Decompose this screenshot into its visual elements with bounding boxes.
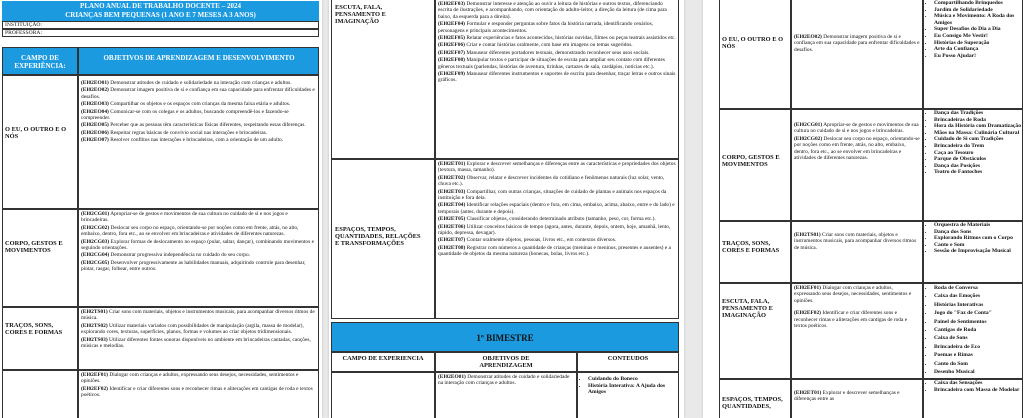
field-cell — [2, 75, 78, 209]
contents-cell — [923, 283, 1023, 379]
field-cell — [2, 370, 78, 418]
objectives-cell — [435, 0, 679, 159]
objectives-cell — [791, 109, 923, 221]
objectives-cell — [435, 372, 577, 418]
field-cell — [719, 0, 791, 109]
field-column-header — [331, 352, 435, 372]
objective-item: (EI02ET08) Registrar com números a quantidade de crianças (meninas e meninos, presentes e ausentes) e a quantidade de objetos da mesma natureza (bonecas, bolas, livros etc.). — [438, 244, 671, 258]
objective-item: (EI02ET01) Explorar e descrever semelhanças e diferenças entre as — [794, 390, 900, 403]
field-cell — [719, 109, 791, 221]
objective-item: (EI02EO04) Comunicar-se com os colegas e os adultos, buscando compreendê-los e fazendo-se compreender. — [81, 108, 289, 122]
content-item: • Caixa de Sons — [934, 334, 1022, 342]
content-item: • Histórias Interativas — [934, 301, 1022, 309]
objective-item: (EI02EF07) Manusear diferentes portadores textuais, demonstrando reconhecer seus usos sociais. — [438, 49, 650, 56]
content-item: • Compartilhando Brinquedos — [934, 0, 1022, 7]
field-column-header-text: CAMPO DE EXPERIENCIA — [342, 355, 424, 362]
plan-subtitle: CRIANÇAS BEM PEQUENAS (1 ANO E 7 MESES A 3 ANOS) — [65, 11, 256, 19]
objectives-cell — [791, 283, 923, 379]
content-item: • Orquestra de Materiais — [934, 222, 1022, 229]
objective-item: (EI02EO01) Demonstrar atitudes de cuidado e solidariedade na interação com crianças e adultos. — [81, 80, 292, 86]
field-name: ESPAÇOS, TEMPOS, QUANTIDADES, — [722, 396, 783, 411]
content-item: • Explorando Ritmos com o Corpo — [934, 235, 1022, 242]
objectives-cell — [791, 0, 923, 109]
plan-title: PLANO ANUAL DE TRABALHO DOCENTE – 2024 — [80, 2, 241, 10]
content-item: • Painel de Sentimentos — [934, 318, 1022, 326]
content-item: • Roda de Conversa — [934, 284, 1022, 292]
objective-item: (EI02CG03) Explorar formas de deslocamento no espaço (pular, saltar, dançar), combinando movimentos e seguindo orientações. — [81, 238, 314, 252]
document-page-1 — [0, 0, 322, 418]
content-item: • Dança dos Sons — [934, 229, 1022, 236]
objective-item: (EI02EO07) Resolver conflitos nas interações e brincadeiras, com a orientação de um adulto. — [81, 137, 284, 144]
content-item: • Mãos na Massa: Culinária Cultural — [934, 130, 1022, 137]
field-cell — [2, 209, 78, 307]
objectives-column-header-text: OBJETIVOS DE APRENDIZAGEM — [479, 355, 533, 370]
content-item: • Poemas e Rimas — [934, 351, 1022, 359]
objective-item: (EI02ET07) Contar oralmente objetos, pessoas, livros etc., em contextos diversos. — [438, 237, 617, 244]
field-name: CORPO, GESTOS E MOVIMENTOS — [5, 240, 63, 255]
content-item: • Hora da História com Dramatização — [934, 123, 1022, 130]
objectives-column-header-text: OBJETIVOS DE APRENDIZAGEM E DESENVOLVIMENTO — [103, 54, 295, 62]
content-item: • Eu Posso Ajudar! — [934, 53, 1022, 60]
content-item: • Dança das Posições — [934, 163, 1022, 170]
content-item: • Canto e Som — [934, 242, 1022, 249]
content-item: • Cuidado de Si com Tradições — [934, 136, 1022, 143]
objective-item: (EI02TS01) Criar sons com materiais, objetos e instrumentos musicais, para acompanhar diversos ritmos de música. — [81, 309, 315, 322]
objective-item: (EI02EF09) Manusear diferentes instrumentos e suportes de escrita para desenhar, traçar letras e outros sinais gráficos. — [438, 71, 676, 84]
objectives-column-header — [435, 352, 577, 372]
contents-cell — [923, 221, 1023, 283]
field-column-header-text: CAMPO DE EXPERIÊNCIA: — [14, 54, 66, 70]
contents-cell — [923, 0, 1023, 109]
objective-item: (EI02ET03) Compartilhar, com outras crianças, situações de cuidado de plantas e animais nos espaços da instituição e fora dela. — [438, 188, 667, 202]
field-name: ESCUTA, FALA, PENSAMENTO E IMAGINAÇÃO — [335, 4, 386, 26]
content-item: • Brincadeira de Eco — [934, 343, 1022, 351]
objective-item: (EI02ET05) Classificar objetos, considerando determinado atributo (tamanho, peso, cor, forma etc.). — [438, 216, 656, 223]
content-item: • Cantigas de Roda — [934, 326, 1022, 334]
objective-item: (EI02ET01) Explorar e descrever semelhanças e diferenças entre as características e propriedades dos objetos (textura, massa, tamanho). — [438, 161, 676, 174]
plan-title-banner — [2, 1, 319, 21]
content-item: • Música e Movimento: A Roda dos Amigos — [934, 13, 1022, 26]
content-item: • Teatro de Fantoches — [934, 169, 1022, 176]
institution-row — [2, 21, 319, 29]
field-cell — [719, 379, 791, 418]
objective-item: (EI02TS02) Utilizar materiais variados com possibilidades de manipulação (argila, massa de modelar), explorando cores, texturas, superfícies, planos, formas e volumes ao criar objetos tridimensionais. — [81, 322, 304, 336]
objective-item: (EI02CG02) Deslocar seu corpo no espaço, orientando-se por noções como em frente, atrás, no alto, embaixo, dentro, fora etc., ao se envolver em brincadeiras e atividades de diferentes naturezas. — [81, 224, 299, 238]
teacher-row — [2, 29, 319, 37]
field-name: TRAÇOS, SONS, CORES E FORMAS — [5, 322, 63, 337]
objective-item: (EI02EO01) Demonstrar atitudes de cuidado e solidariedade na interação com crianças e adultos. — [438, 374, 570, 387]
objective-item: (EI02EO06) Respeitar regras básicas de convívio social nas interações e brincadeiras. — [81, 129, 268, 136]
field-name: TRAÇOS, SONS, CORES E FORMAS — [722, 240, 780, 255]
objective-item: (EI02EF02) Identificar e criar diferentes sons e reconhecer rimas e aliterações em cantigas de roda e textos poéticos. — [794, 310, 908, 330]
field-cell — [719, 221, 791, 283]
objectives-cell — [78, 209, 319, 307]
content-item: • Desenho Musical — [934, 368, 1022, 376]
objective-item: (EI02EO03) Compartilhar os objetos e os espaços com crianças da mesma faixa etária e adultos. — [81, 101, 291, 108]
field-cell — [331, 159, 435, 319]
objective-item: (EI02CG01) Apropriar-se de gestos e movimentos de sua cultura no cuidado de si e nos jogos e brincadeiras. — [794, 122, 919, 135]
content-item: • Caixa das Sensações — [934, 380, 1022, 387]
content-item: • Parque de Obstáculos — [934, 156, 1022, 163]
bimester-title: 1º BIMESTRE — [476, 333, 534, 343]
objective-item: (EI02ET02) Observar, relatar e descrever incidentes do cotidiano e fenômenos naturais (luz solar, vento, chuva etc.). — [438, 174, 665, 188]
contents-cell — [923, 109, 1023, 221]
content-item: • Arte da Confiança — [934, 46, 1022, 53]
objectives-column-header — [78, 47, 319, 75]
objective-item: (EI02EO02) Demonstrar imagem positiva de si e confiança em sua capacidade para enfrentar dificuldades e desafios. — [81, 87, 315, 100]
objective-item: (EI02EO05) Perceber que as pessoas têm características físicas diferentes, respeitando essas diferenças. — [81, 122, 306, 129]
objective-item: (EI02EF05) Relatar experiências e fatos acontecidos, histórias ouvidas, filmes ou peças teatrais assistidos etc. — [438, 35, 676, 42]
contents-list — [924, 284, 1022, 376]
content-item: • Brincadeiras de Roda — [934, 117, 1022, 124]
objectives-cell — [435, 159, 679, 319]
objective-item: (EI02TS03) Utilizar diferentes fontes sonoras disponíveis no ambiente em brincadeiras cantadas, canções, músicas e melodias. — [81, 336, 311, 350]
content-item: • Dança das Tradições — [934, 110, 1022, 117]
content-item: • História Interativa: A Ajuda dos Amigos — [588, 383, 678, 396]
field-cell — [2, 307, 78, 370]
field-name: ESPAÇOS, TEMPOS, QUANTIDADES, RELAÇÕES E TRANSFORMAÇÕES — [335, 226, 421, 248]
field-cell — [331, 0, 435, 159]
document-page-2 — [329, 0, 684, 418]
teacher-label: PROFESSORA: — [5, 30, 42, 36]
content-item: • Sessão de Improvisação Musical — [934, 248, 1022, 255]
objective-item: (EI02EF06) Criar e contar histórias oralmente, com base em imagens ou temas sugeridos. — [438, 42, 633, 49]
content-item: • Brincadeira com Massa de Modelar — [934, 387, 1022, 394]
document-page-3 — [703, 0, 1024, 418]
objective-item: (EI02EO02) Demonstrar imagem positiva de si e confiança em sua capacidade para enfrentar dificuldades e desafios. — [794, 34, 920, 53]
content-item: • Eu Consigo Me Vestir! — [934, 33, 1022, 40]
contents-column-header — [577, 352, 679, 372]
content-item: • Jardim de Solidariedade — [934, 7, 1022, 14]
field-name: CORPO, GESTOS E MOVIMENTOS — [722, 154, 780, 169]
contents-cell — [577, 372, 679, 418]
content-item: • Caça ao Tesouro — [934, 150, 1022, 157]
objectives-cell — [791, 221, 923, 283]
content-item: • Brincadeira do Trem — [934, 143, 1022, 150]
contents-list — [924, 0, 1022, 59]
bimester-banner — [331, 322, 679, 352]
objective-item: (EI02EF03) Demonstrar interesse e atenção ao ouvir a leitura de histórias e outros textos, diferenciando escrita de ilustrações, e acompanhando, com orientação do adulto-leitor, a direção da leitura (de cima para baixo, da esquerda para a direita). — [438, 1, 667, 20]
objective-item: (EI02ET04) Identificar relações espaciais (dentro e fora, em cima, embaixo, acima, abaixo, entre e do lado) e temporais (antes, durante e depois). — [438, 202, 675, 215]
field-cell — [331, 372, 435, 418]
field-cell — [719, 283, 791, 379]
content-item: • Histórias de Superação — [934, 40, 1022, 47]
objective-item: (EI02EF01) Dialogar com crianças e adultos, expressando seus desejos, necessidades, sentimentos e opiniões. — [81, 372, 299, 385]
objective-item: (EI02CG05) Desenvolver progressivamente as habilidades manuais, adquirindo controle para desenhar, pintar, rasgar, folhear, entre outros. — [81, 259, 306, 273]
contents-list — [924, 222, 1022, 255]
objective-item: (EI02EF04) Formular e responder perguntas sobre fatos da história narrada, identificando cenários, personagens e principais acontecimentos. — [438, 21, 654, 34]
contents-list — [924, 380, 1022, 393]
objective-item: (EI02CG02) Deslocar seu corpo no espaço, orientando-se por noções como em frente, atrás, no alto, embaixo, dentro, fora etc., ao se envolver em brincadeiras e atividades de diferentes naturezas. — [794, 135, 920, 162]
contents-column-header-text: CONTEUDOS — [607, 355, 649, 362]
content-item: • Canto do Som — [934, 360, 1022, 368]
contents-cell — [923, 379, 1023, 418]
objective-item: (EI02ET06) Utilizar conceitos básicos de tempo (agora, antes, durante, depois, ontem, hoje, amanhã, lento, rápido, depressa, devagar). — [438, 223, 671, 237]
content-item: • Cuidando do Boneco — [588, 376, 678, 383]
objective-item: (EI02EF01) Dialogar com crianças e adultos, expressando seus desejos, necessidades, sentimentos e opiniões. — [794, 285, 912, 304]
content-item: • Jogo do "Faz de Conta" — [934, 309, 1022, 317]
field-name: ESCUTA, FALA, PENSAMENTO E IMAGINAÇÃO — [722, 298, 773, 320]
contents-list — [924, 110, 1022, 176]
objectives-cell — [78, 370, 319, 418]
objectives-cell — [78, 75, 319, 209]
contents-list — [578, 376, 678, 396]
objective-item: (EI02CG01) Apropriar-se de gestos e movimentos de sua cultura no cuidado de si e nos jogos e brincadeiras. — [81, 211, 288, 224]
institution-label: INSTITUIÇÃO: — [5, 22, 42, 28]
objective-item: (EI02EF08) Manipular textos e participar de situações de escuta para ampliar seu contato com diferentes gêneros textuais (parlendas, histórias de aventura, tirinhas, cartazes de sala, cardápios, notícias etc.). — [438, 57, 665, 70]
field-name: O EU, O OUTRO E O NÓS — [722, 36, 784, 51]
objective-item: (EI02TS01) Criar sons com materiais, objetos e instrumentos musicais, para acompanhar diversos ritmos de música. — [794, 232, 917, 251]
content-item: • Super Desafios do Dia a Dia — [934, 26, 1022, 33]
content-item: • Caixa das Emoções — [934, 292, 1022, 300]
field-name: O EU, O OUTRO E O NÓS — [5, 126, 67, 141]
objective-item: (EI02EF02) Identificar e criar diferentes sons e reconhecer rimas e aliterações em cantigas de roda e textos poéticos. — [81, 385, 313, 399]
field-column-header — [2, 47, 78, 75]
objectives-cell — [78, 307, 319, 370]
objectives-cell — [791, 379, 923, 418]
objective-item: (EI02CG04) Demonstrar progressiva independência no cuidado do seu corpo. — [81, 252, 251, 259]
